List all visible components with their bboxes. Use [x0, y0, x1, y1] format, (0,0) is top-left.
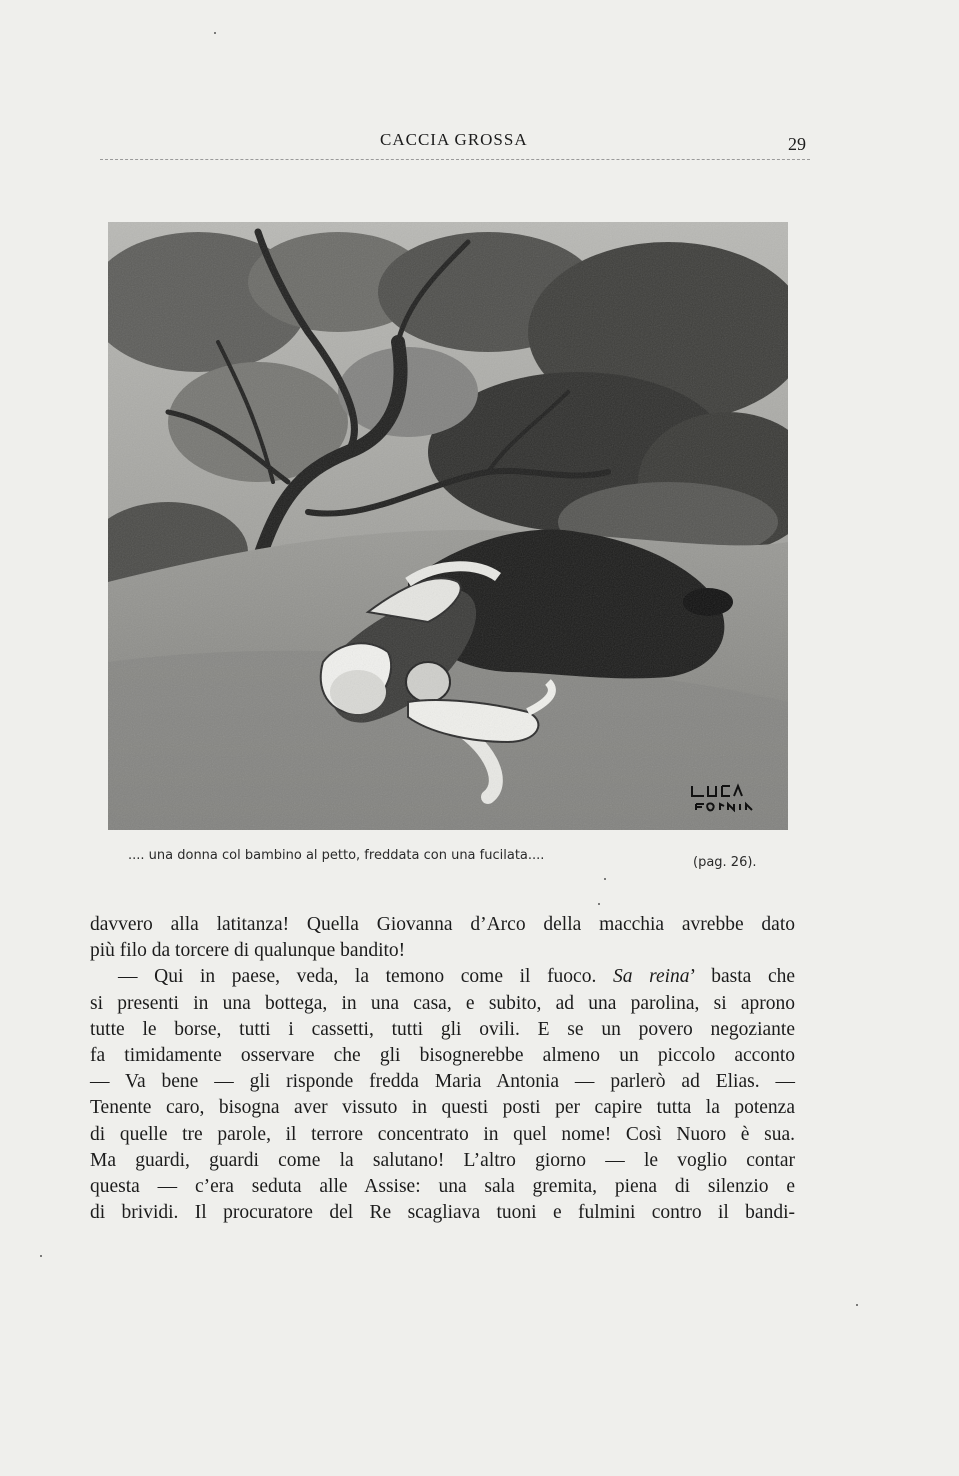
body-line-segment: — Qui in paese, veda, la temono come il fuoco.: [118, 966, 597, 988]
running-head: [90, 130, 810, 160]
body-line: — Va bene — gli risponde fredda Maria Antonia — parlerò ad Elias. —: [90, 1071, 795, 1093]
paper-speck: [604, 878, 606, 880]
running-title: CACCIA GROSSA: [380, 130, 528, 149]
caption-page-reference: (pag. 26).: [693, 855, 757, 870]
body-line-segment: basta che: [711, 966, 796, 988]
header-rule: [100, 155, 810, 160]
caption-text: .... una donna col bambino al petto, freddata con una fucilata....: [128, 848, 545, 863]
body-line: fa timidamente osservare che gli bisognerebbe almeno un piccolo acconto: [90, 1044, 795, 1066]
body-line: si presenti in una bottega, in una casa, e subito, ad una parolina, si aprono: [90, 992, 795, 1014]
paper-speck: [40, 1255, 42, 1257]
woman-and-child-illustration: [108, 222, 788, 830]
body-line: Ma guardi, guardi come la salutano! L’altro giorno — le voglio contar: [90, 1149, 795, 1171]
body-line: questa — c’era seduta alle Assise: una sala gremita, piena di silenzio e: [90, 1175, 795, 1197]
body-text: [90, 912, 795, 1226]
artist-signature: [688, 776, 758, 812]
body-line: tutte le borse, tutti i cassetti, tutti gli ovili. E se un povero negoziante: [90, 1018, 795, 1040]
body-line: davvero alla latitanza! Quella Giovanna d’Arco della macchia avrebbe dato: [90, 914, 795, 935]
illustration-plate: [108, 222, 788, 830]
page-number: 29: [788, 134, 806, 154]
paper-speck: [856, 1304, 858, 1306]
body-line: — Qui in paese, veda, la temono come il fuoco. Sa reina’ basta che: [118, 966, 796, 988]
paper-speck: [214, 32, 216, 34]
italic-term: Sa reina: [612, 966, 690, 988]
body-line: di quelle tre parole, il terrore concentrato in quel nome! Così Nuoro è sua.: [90, 1123, 795, 1145]
body-line: più filo da torcere di qualunque bandito!: [90, 940, 406, 962]
body-line: di brividi. Il procuratore del Re scagliava tuoni e fulmini contro il bandi-: [90, 1202, 795, 1224]
paper-speck: [598, 903, 600, 905]
body-line: Tenente caro, bisogna aver vissuto in questi posti per capire tutta la potenza: [90, 1097, 795, 1119]
